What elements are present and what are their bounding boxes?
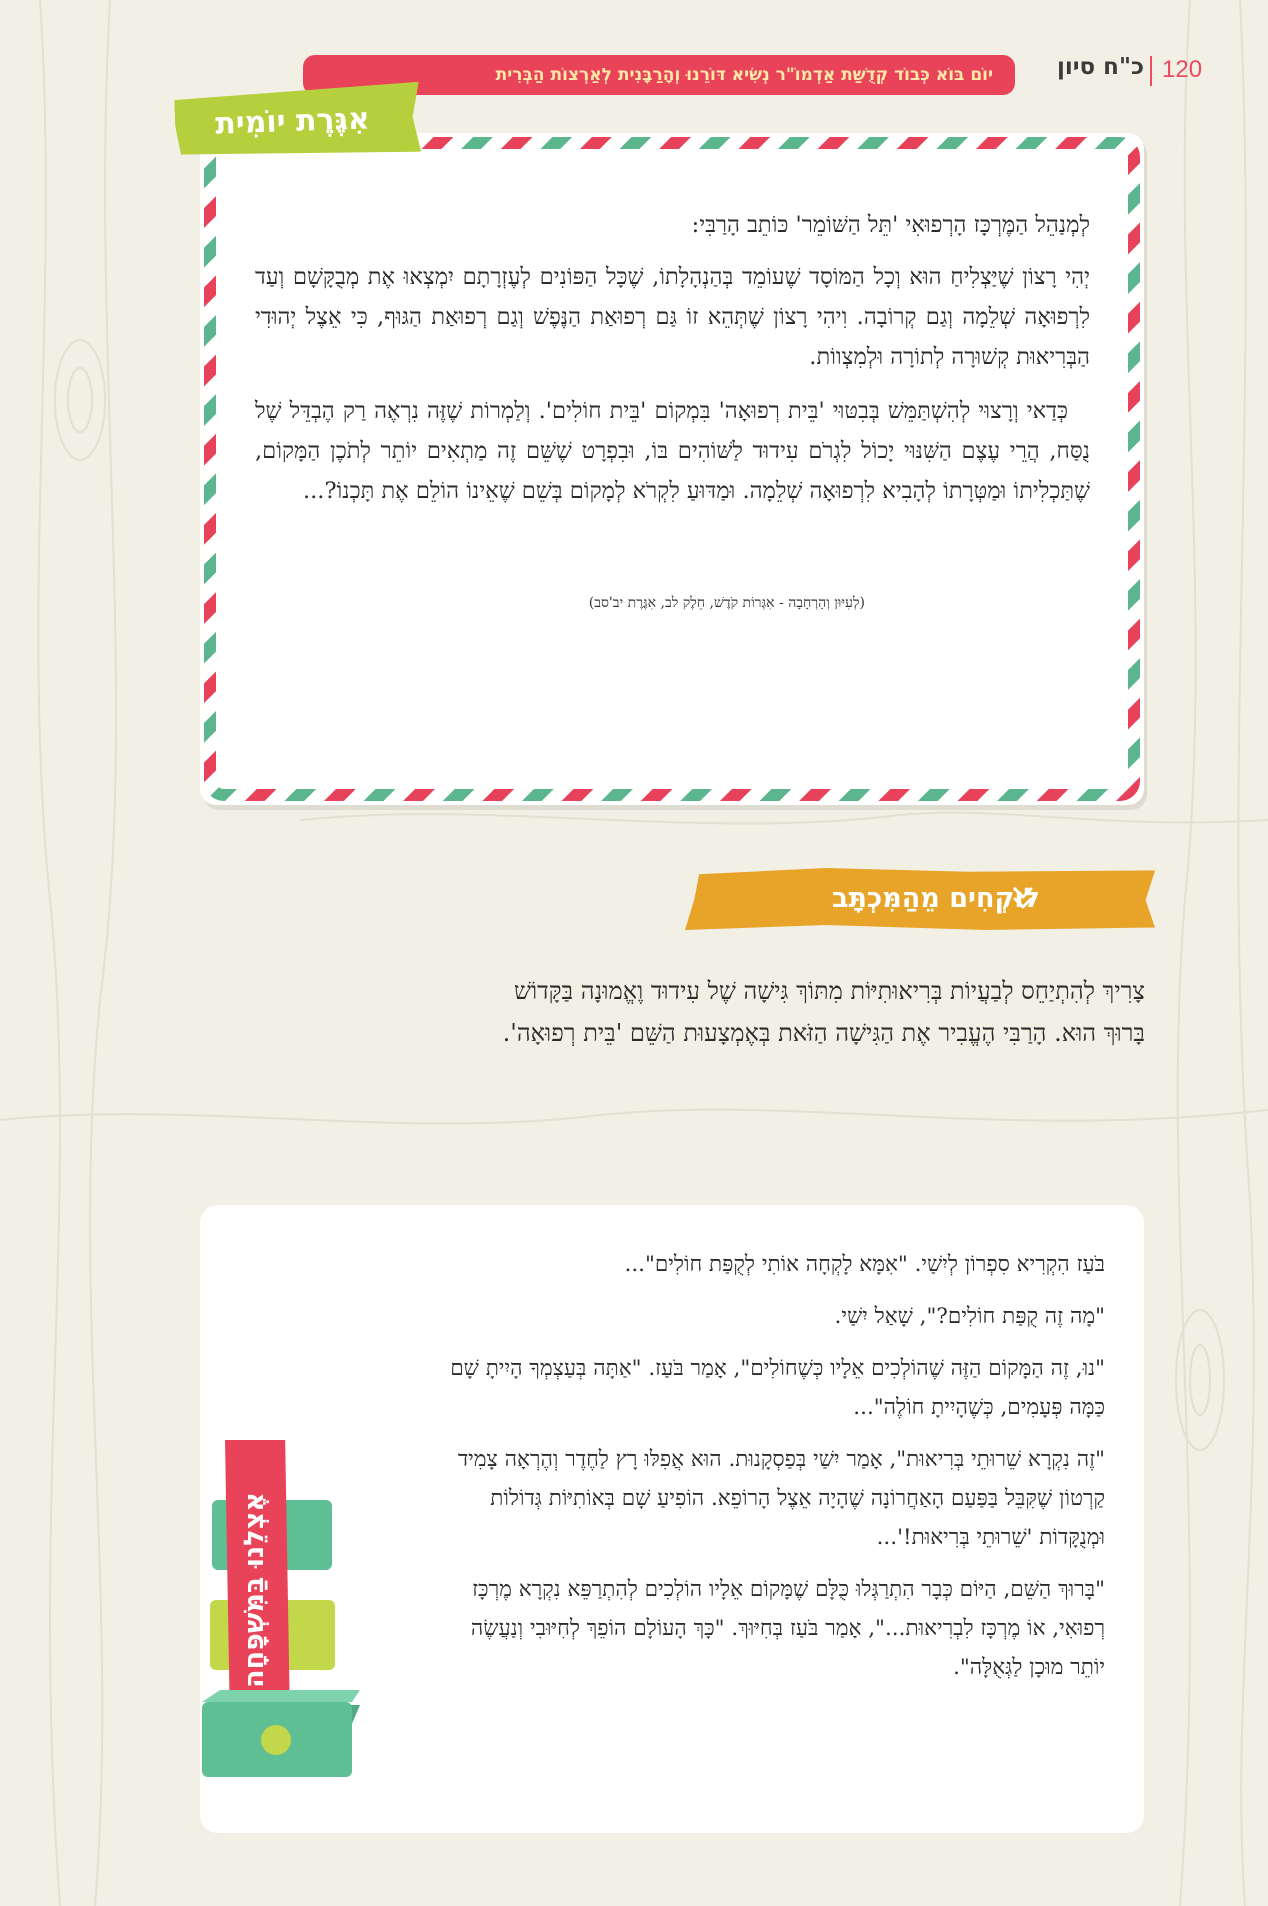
letter-paragraph-1: יְהִי רָצוֹן שֶׁיַּצְלִיחַ הוּא וְכָל הַמּוֹסָד שֶׁעוֹמֵד בְּהַנְהָלָתוֹ, שֶׁכָּל הַפּוֹנִים לְעֶזְרָתָם יִמְצְאוּ אֶת מְבֻקָּשָׁם וְעַד לִרְפוּאָה שְׁלֵמָה וְגַם קְרוֹבָה. וִיהִי רָצוֹן שֶׁתְּהֵא זוֹ גַּם רְפוּאַת הַנֶּפֶשׁ וְגַם רְפוּאַת הַגּוּף, כִּי אֵצֶל יְהוּדִי הַבְּרִיאוּת קְשׁוּרָה לְתוֹרָה וּלְמִצְווֹת. — [255, 264, 1090, 370]
story-paragraph: "בָּרוּךְ הַשֵּׁם, הַיּוֹם כְּבָר הִתְרַגְּלוּ כֻּלָּם שֶׁמָּקוֹם אֵלָיו הוֹלְכִים לְהִתְרַפֵּא נִקְרָא מֶרְכָּז רְפוּאִי, אוֹ מֶרְכָּז לִבְרִיאוּת...", אָמַר בֹּעַז בְּחִיּוּךְ. "כָּךְ הָעוֹלָם הוֹפֵךְ לְחִיּוּבִי וְנַעֲשֶׂה יוֹתֵר מוּכָן לַגְּאֻלָּה". — [470, 1577, 1105, 1680]
page-number: 120 — [1162, 56, 1203, 83]
story-paragraph: "נוּ, זֶה הַמָּקוֹם הַזֶּה שֶׁהוֹלְכִים אֵלָיו כְּשֶׁחוֹלִים", אָמַר בֹּעַז. "אַתָּה בְּעַצְמְךָ הָיִיתָ שָׁם כַּמָּה פְּעָמִים, כְּשֶׁהָיִיתָ חוֹלֶה"... — [450, 1356, 1105, 1420]
story-paragraph: "מָה זֶה קֻפַּת חוֹלִים?", שָׁאַל יִשַׁי. — [834, 1304, 1105, 1329]
story-body — [435, 1245, 1105, 1700]
letter-tag-title: אִגֶּרֶת יוֹמִית — [214, 101, 371, 142]
story-paragraph: בֹּעַז הִקְרִיא סִפְרוֹן לְיִשַׁי. "אִמָּא לָקְחָה אוֹתִי לְקֻפַּת חוֹלִים"... — [624, 1252, 1105, 1277]
family-section-label: אֶצְלֵנוּ בַּמִּשְׁפָּחָה — [239, 1492, 270, 1688]
chevron-down-icon — [1012, 886, 1034, 912]
takeaway-body: צָרִיךְ לְהִתְיַחֵס לְבַעֲיוֹת בְּרִיאוּתִיּוֹת מִתּוֹךְ גִּישָׁה שֶׁל עִידוּד וֶאֱמוּנָה בַּקָּדוֹשׁ בָּרוּךְ הוּא. הָרַבִּי הֶעֱבִיר אֶת הַגִּישָׁה הַזֹּאת בְּאֶמְצָעוּת הַשֵּׁם 'בֵּית רְפוּאָה'. — [502, 977, 1145, 1047]
letter-citation: (לְעִיּוּן וְהַרְחָבָה - אִגְּרוֹת קֹדֶשׁ, חֵלֶק לב, אִגֶּרֶת יב'סב) — [588, 595, 865, 611]
letter-paragraph-2: כְּדַאי וְרָצוּי לְהִשְׁתַּמֵּשׁ בְּבִטּוּי 'בֵּית רְפוּאָה' בִּמְקוֹם 'בֵּית חוֹלִים'. וְלַמְרוֹת שֶׁזֶּה נִרְאֶה רַק הֶבְדֵּל שֶׁל נֻסַּח, הֲרֵי עֶצֶם הַשִּׁנּוּי יָכוֹל לִגְרֹם עִידוּד לַשּׁוֹהִים בּוֹ, וּבִפְרָט שֶׁשֵּׁם זֶה מַתְאִים יוֹתֵר לְתֹכֶן הַמָּקוֹם, שֶׁתַּכְלִיתוֹ וּמַטְּרָתוֹ לְהָבִיא לִרְפוּאָה שְׁלֵמָה. וּמַדּוּעַ לִקְרֹא לְמָקוֹם בְּשֵׁם שֶׁאֵינוֹ הוֹלֵם אֶת תָּכְנוֹ?... — [255, 398, 1090, 504]
header-banner: יוֹם בּוֹא כְּבוֹד קְדֻשַּׁת אַדְמוֹ"ר נְשִׂיא דּוֹרֵנוּ וְהָרַבָּנִית לְאַרְצוֹת הַבְּרִית — [303, 55, 1015, 95]
header-divider — [1150, 56, 1152, 86]
story-paragraph: "זֶה נִקְרָא שֵׁרוּתֵי בְּרִיאוּת", אָמַר יִשַׁי בְּפַסְקָנוּת. הוּא אֲפִלּוּ רָץ לַחֶדֶר וְהֶרְאָה צָמִיד קַרְטוֹן שֶׁקִּבֵּל בַּפַּעַם הָאַחֲרוֹנָה שֶׁהָיָה אֵצֶל הָרוֹפֵא. הוֹפִיעַ שָׁם בְּאוֹתִיּוֹת גְּדוֹלוֹת וּמְנֻקָּדוֹת 'שֵׁרוּתֵי בְּרִיאוּת!'... — [457, 1447, 1105, 1550]
letter-salutation: לְמְנַהֵל הַמֶּרְכָּז הָרְפוּאִי 'תֵּל הַשּׁוֹמֵר' כּוֹתֵב הָרַבִּי: — [691, 212, 1090, 238]
date-label: כ"ח סיון — [1056, 54, 1144, 80]
takeaway-title: לוֹקְחִים מֵהַמִּכְתָּב — [831, 883, 1040, 914]
letter-body — [255, 205, 1090, 525]
